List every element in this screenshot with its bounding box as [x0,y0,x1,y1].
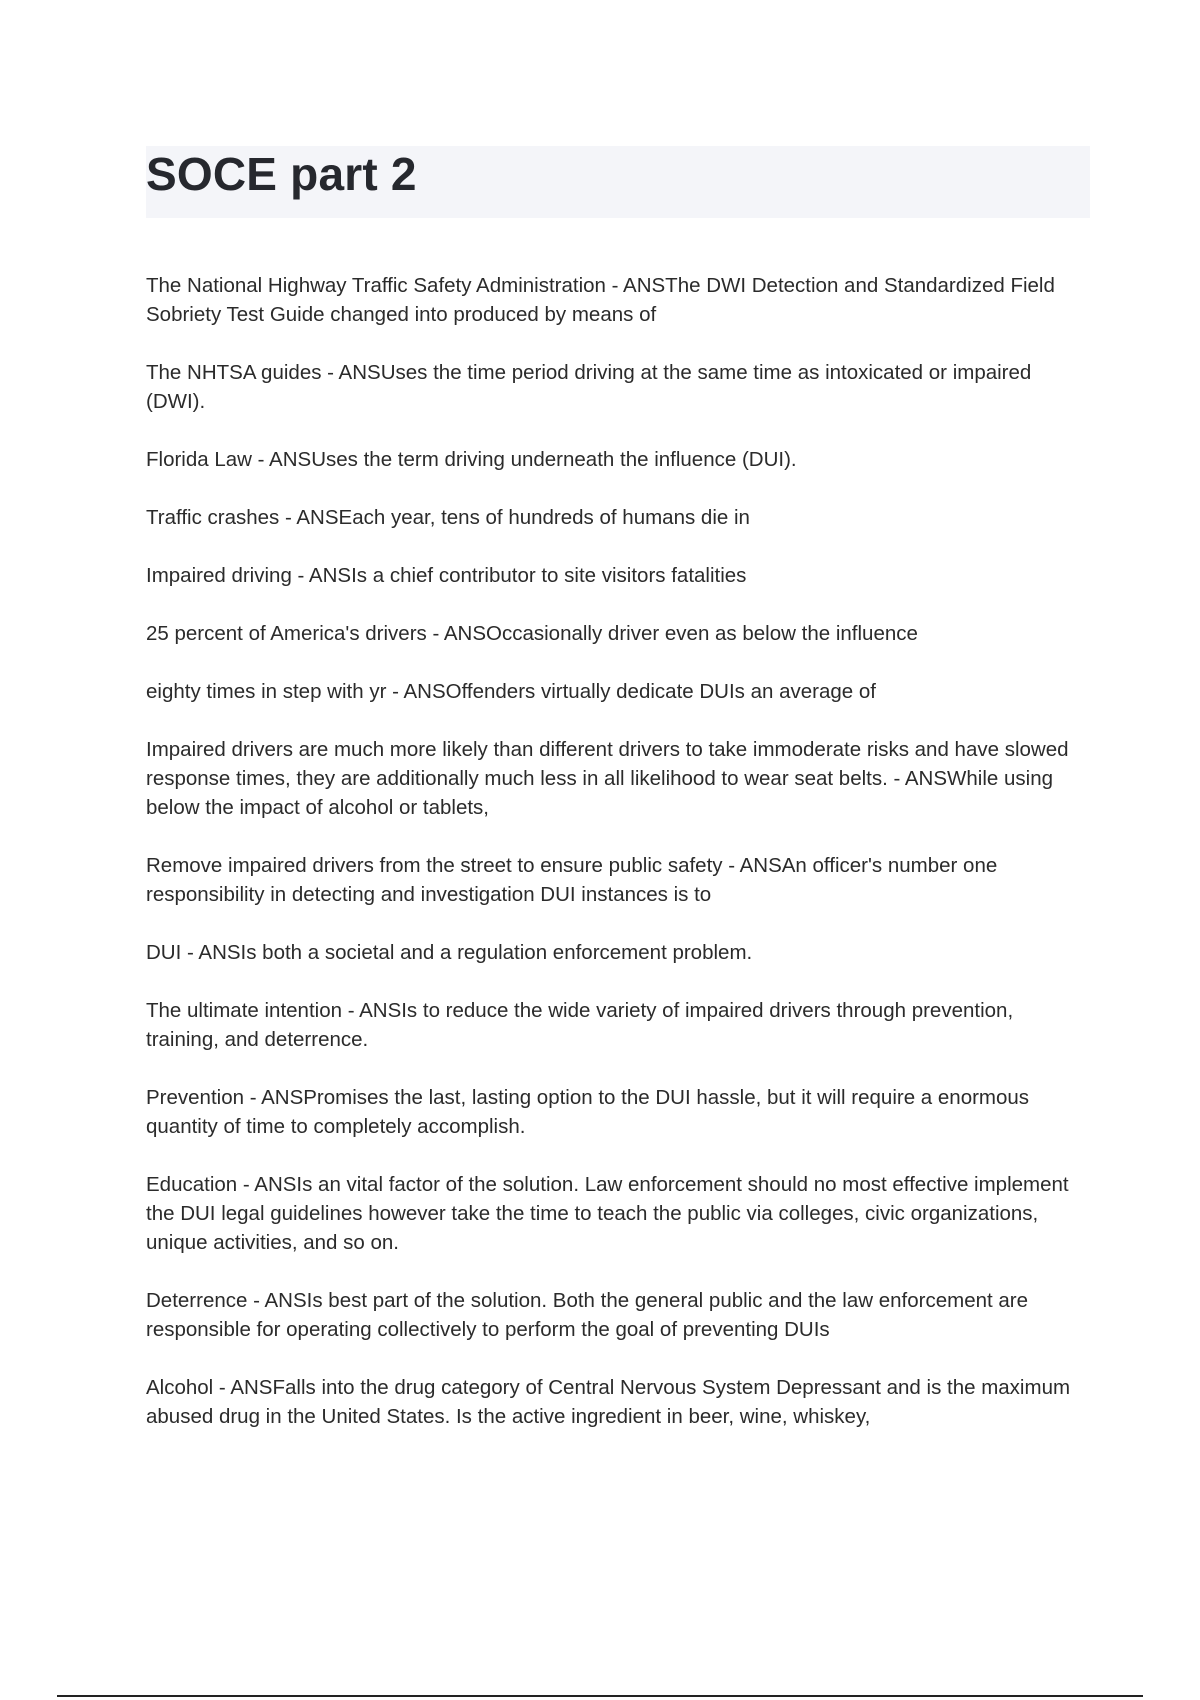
page-title: SOCE part 2 [146,148,417,200]
flashcard-entry: DUI - ANSIs both a societal and a regulation enforcement problem. [146,941,753,964]
flashcard-entry: Traffic crashes - ANSEach year, tens of hundreds of humans die in [146,506,750,529]
flashcard-entry: eighty times in step with yr - ANSOffenders virtually dedicate DUIs an average of [146,680,876,703]
flashcard-entry: The ultimate intention - ANSIs to reduce the wide variety of impaired drivers through prevention, training, and deterrence. [146,999,1014,1051]
flashcard-entry: The NHTSA guides - ANSUses the time period driving at the same time as intoxicated or impaired (DWI). [146,361,1032,413]
flashcard-entry: Remove impaired drivers from the street to ensure public safety - ANSAn officer's number one responsibility in detecting and investigation DUI instances is to [146,854,998,906]
flashcard-entry: Deterrence - ANSIs best part of the solution. Both the general public and the law enforcement are responsible for operating collectively to perform the goal of preventing DUIs [146,1289,1029,1341]
footer-divider [57,1695,1143,1697]
flashcard-entry: Prevention - ANSPromises the last, lasting option to the DUI hassle, but it will require a enormous quantity of time to completely accomplish. [146,1086,1030,1138]
flashcard-entry: Education - ANSIs an vital factor of the solution. Law enforcement should no most effective implement the DUI legal guidelines however take the time to teach the public via colleges, civic organizations, unique activities, and so on. [146,1173,1069,1254]
flashcard-entry: Impaired drivers are much more likely than different drivers to take immoderate risks and have slowed response times, they are additionally much less in all likelihood to wear seat belts. - ANSWhile using below the impact of alcohol or tablets, [146,738,1069,819]
flashcard-entry: 25 percent of America's drivers - ANSOccasionally driver even as below the influence [146,622,918,645]
flashcard-entry: Alcohol - ANSFalls into the drug category of Central Nervous System Depressant and is the maximum abused drug in the United States. Is the active ingredient in beer, wine, whiskey, [146,1376,1071,1428]
flashcard-entry: The National Highway Traffic Safety Administration - ANSThe DWI Detection and Standardized Field Sobriety Test Guide changed into produced by means of [146,274,1055,326]
title-band [146,146,1090,218]
flashcard-entry: Impaired driving - ANSIs a chief contributor to site visitors fatalities [146,564,747,587]
flashcard-list [146,271,1090,1460]
flashcard-entry: Florida Law - ANSUses the term driving underneath the influence (DUI). [146,448,797,471]
